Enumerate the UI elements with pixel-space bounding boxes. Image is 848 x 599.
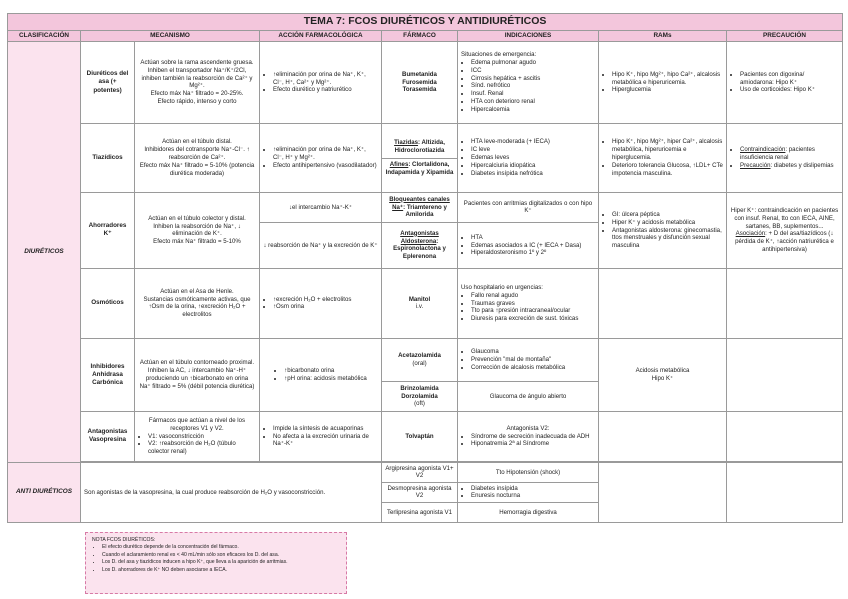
asa-rams: • Hipo K⁺, hipo Mg²⁺, hipo Ca²⁺, alcalosis metabólica e hiperuricemia. • Hiperglucemia [599,41,727,123]
header-indicaciones: INDICACIONES [458,30,599,41]
class-antidiureticos: ANTI DIURÉTICOS [8,462,81,522]
ahorr-mechanism: Actúan en el túbulo colector y distal. Inhiben la reabsorción de Na⁺, ↓ eliminación de K⁺. Efecto máx Na⁺ filtrado = 5-10% [135,192,260,268]
note-item: • El efecto diurético depende de la concentración del fármaco. [102,544,340,551]
note-item: • Los D. ahorradores de K⁺ NO deben asociarse a IECA. [102,567,340,574]
group-tiazidicos: Tiazídicos [81,123,135,192]
tiaz-mechanism: Actúan en el túbulo distal. Inhibidores del cotransporte Na⁺-Cl⁻. ↑ reabsorción de Ca²⁺. Efecto máx Na⁺ filtrado = 5-10% (potencia diurética moderada) [135,123,260,192]
tiaz-drugs: Tiazidas: Altizida, Hidroclorotiazida Afines: Clortalidona, Indapamida y Xipamida [382,123,458,192]
header-precaucion: PRECAUCIÓN [727,30,843,41]
anti-drug-1: Argipresina agonista V1+ V2 [382,462,458,482]
tiaz-rams: • Hipo K⁺, hipo Mg²⁺, hiper Ca²⁺, alcalosis metabólica, hiperuricemia e hiperglucemia. • Deterioro tolerancia Glucosa, ↑LDL+ CTe impotencia masculina. [599,123,727,192]
anti-ind-1: Tto Hipotensión (shock) [458,462,599,482]
acz-rams: Acidosis metabólica Hipo K⁺ [599,338,727,411]
group-anhidrasa: Inhibidores Anhidrasa Carbónica [81,338,135,411]
osmo-action: • ↑excreción H₂O + electrolitos • ↑Osm orina [260,268,382,338]
osmo-drugs: Manitol i.v. [382,268,458,338]
note-list [92,544,340,574]
asa-mechanism: Actúan sobre la rama ascendente gruesa. Inhiben el transportador Na⁺/K⁺/2Cl, inhiben también la reabsorción de Ca²⁺ y Mg²⁺. Efecto máx Na⁺ filtrado = 20-25%. Efecto rápido, intenso y corto [135,41,260,123]
row-ahorradores [8,192,843,222]
acz-ind-1: • Glaucoma • Prevención "mal de montaña" • Corrección de alcalosis metabólica [458,338,599,381]
vaso-rams [599,411,727,461]
header-accion: ACCIÓN FARMACOLÓGICA [260,30,382,41]
acz-action: • ↑bicarbonato orina • ↑pH orina: acidosis metabólica [260,338,382,411]
page-title: TEMA 7: FCOS DIURÉTICOS Y ANTIDIURÉTICOS [8,14,843,31]
osmo-rams [599,268,727,338]
anti-drug-3: Terlipresina agonista V1 [382,502,458,522]
anti-precaution [727,462,843,522]
group-osmoticos: Osmóticos [81,268,135,338]
note-item: • Cuando el aclaramiento renal es < 40 mL/min sólo son eficaces los D. del asa. [102,552,340,559]
row-anhidrasa [8,338,843,381]
row-vasopresina [8,411,843,461]
row-tiazidicos [8,123,843,192]
osmo-precaution [727,268,843,338]
group-ahorradores: Ahorradores K⁺ [81,192,135,268]
anti-ind-3: Hemorragia digestiva [458,502,599,522]
ahorr-action-2: ↓ reabsorción de Na⁺ y la excreción de K⁺ [260,222,382,268]
ahorr-action-1: ↓el intercambio Na⁺-K⁺ [260,192,382,222]
header-farmaco: FÁRMACO [382,30,458,41]
header-mecanismo: MECANISMO [81,30,260,41]
tiaz-precaution: • Contraindicación: pacientes insuficiencia renal • Precaución: diabetes y dislipemias [727,123,843,192]
asa-precaution: • Pacientes con digoxina/ amiodarona: Hipo K⁺ • Uso de corticoides: Hipo K⁺ [727,41,843,123]
pharmacology-sheet [7,13,842,523]
ahorr-drugs-2: Antagonistas Aldosterona: Espironolactona y Eplerenona [382,222,458,268]
row-antidiureticos-1 [8,462,843,482]
acz-drug-2: Brinzolamida Dorzolamida (oft) [382,381,458,411]
row-asa [8,41,843,123]
note-item: • Los D. del asa y tiazídicos inducen a hipo K⁺, que lleva a la aparición de arritmias. [102,559,340,566]
asa-indications: Situaciones de emergencia: • Edema pulmonar agudo • ICC • Cirrosis hepática + ascitis • Sínd. nefrótico • Insuf. Renal • HTA con deterioro renal • Hipercalcemia [458,41,599,123]
osmo-mechanism: Actúan en el Asa de Henle. Sustancias osmóticamente activas, que ↑Osm de la orina, ↑excreción H₂O + electrolitos [135,268,260,338]
vaso-precaution [727,411,843,461]
group-vasopresina: Antagonistas Vasopresina [81,411,135,461]
vaso-drug: Tolvaptán [382,411,458,461]
header-row [8,30,843,41]
group-asa: Diuréticos del asa (+ potentes) [81,41,135,123]
anti-mechanism: Son agonistas de la vasopresina, la cual produce reabsorción de H₂O y vasoconstricción. [81,462,382,522]
asa-drugs: Bumetanida Furosemida Torasemida [382,41,458,123]
anti-drug-2: Desmopresina agonista V2 [382,482,458,502]
vaso-mechanism: Fármacos que actúan a nivel de los receptores V1 y V2. • V1: vasoconstricción • V2: ↑reabsorción de H₂O (túbulo colector renal) [135,411,260,461]
asa-action: • ↑eliminación por orina de Na⁺, K⁺, Cl⁻, H⁺, Ca²⁺ y Mg²⁺. • Efecto diurético y natriurético [260,41,382,123]
tiaz-indications: • HTA leve-moderada (+ IECA) • IC leve • Edemas leves • Hipercalciuria idiopática • Diabetes insípida nefrótica [458,123,599,192]
tiaz-action: • ↑eliminación por orina de Na⁺, K⁺, Cl⁻, H⁺ y Mg²⁺. • Efecto antihipertensivo (vasodilatador) [260,123,382,192]
class-diureticos: DIURÉTICOS [8,41,81,462]
ahorr-ind-1: Pacientes con arritmias digitalizados o con hipo K⁺ [458,192,599,222]
row-osmoticos [8,268,843,338]
note-box [85,532,347,594]
note-title: NOTA FCOS DIURÉTICOS: [92,537,156,543]
header-clasificacion: CLASIFICACIÓN [8,30,81,41]
anti-rams [599,462,727,522]
ahorr-precaution: Hiper K⁺: contraindicación en pacientes con insuf. Renal, tto con IECA, AINE, sartanes, BB, suplementos... Asociación: + D del asa/tiazídicos (↓ pérdida de K⁺, ↑acción natriurética e antihipertensiva) [727,192,843,268]
ahorr-drugs-1: Bloqueantes canales Na⁺: Triamtereno y Amilorida [382,192,458,222]
vaso-action: • Impide la síntesis de acuaporinas • No afecta a la excreción urinaria de Na⁺-K⁺ [260,411,382,461]
ahorr-rams: • GI: úlcera péptica • Hiper K⁺ y acidosis metabólica • Antagonistas aldosterona: ginecomastia, ttos menstruales y disfunción sexual masculina [599,192,727,268]
vaso-indications: Antagonista V2: • Síndrome de secreción inadecuada de ADH • Hiponatremia 2ª al Síndrome [458,411,599,461]
anti-ind-2: • Diabetes insípida • Enuresis nocturna [458,482,599,502]
header-rams: RAMs [599,30,727,41]
acz-precaution [727,338,843,411]
ahorr-ind-2: • HTA • Edemas asociados a IC (+ IECA + Dasa) • Hiperaldosteronismo 1º y 2º [458,222,599,268]
acz-ind-2: Glaucoma de ángulo abierto [458,381,599,411]
osmo-indications: Uso hospitalario en urgencias: • Fallo renal agudo • Traumas graves • Tto para ↑presión intracraneal/ocular • Diuresis para excreción de sust. tóxicas [458,268,599,338]
acz-drug-1: Acetazolamida (oral) [382,338,458,381]
diuretics-table [7,13,843,523]
acz-mechanism: Actúan en el túbulo contorneado proximal. Inhiben la AC, ↓ intercambio Na⁺-H⁺ produciendo un ↑bicarbonato en orina Na⁺ filtrado = 5% (débil potencia diurética) [135,338,260,411]
